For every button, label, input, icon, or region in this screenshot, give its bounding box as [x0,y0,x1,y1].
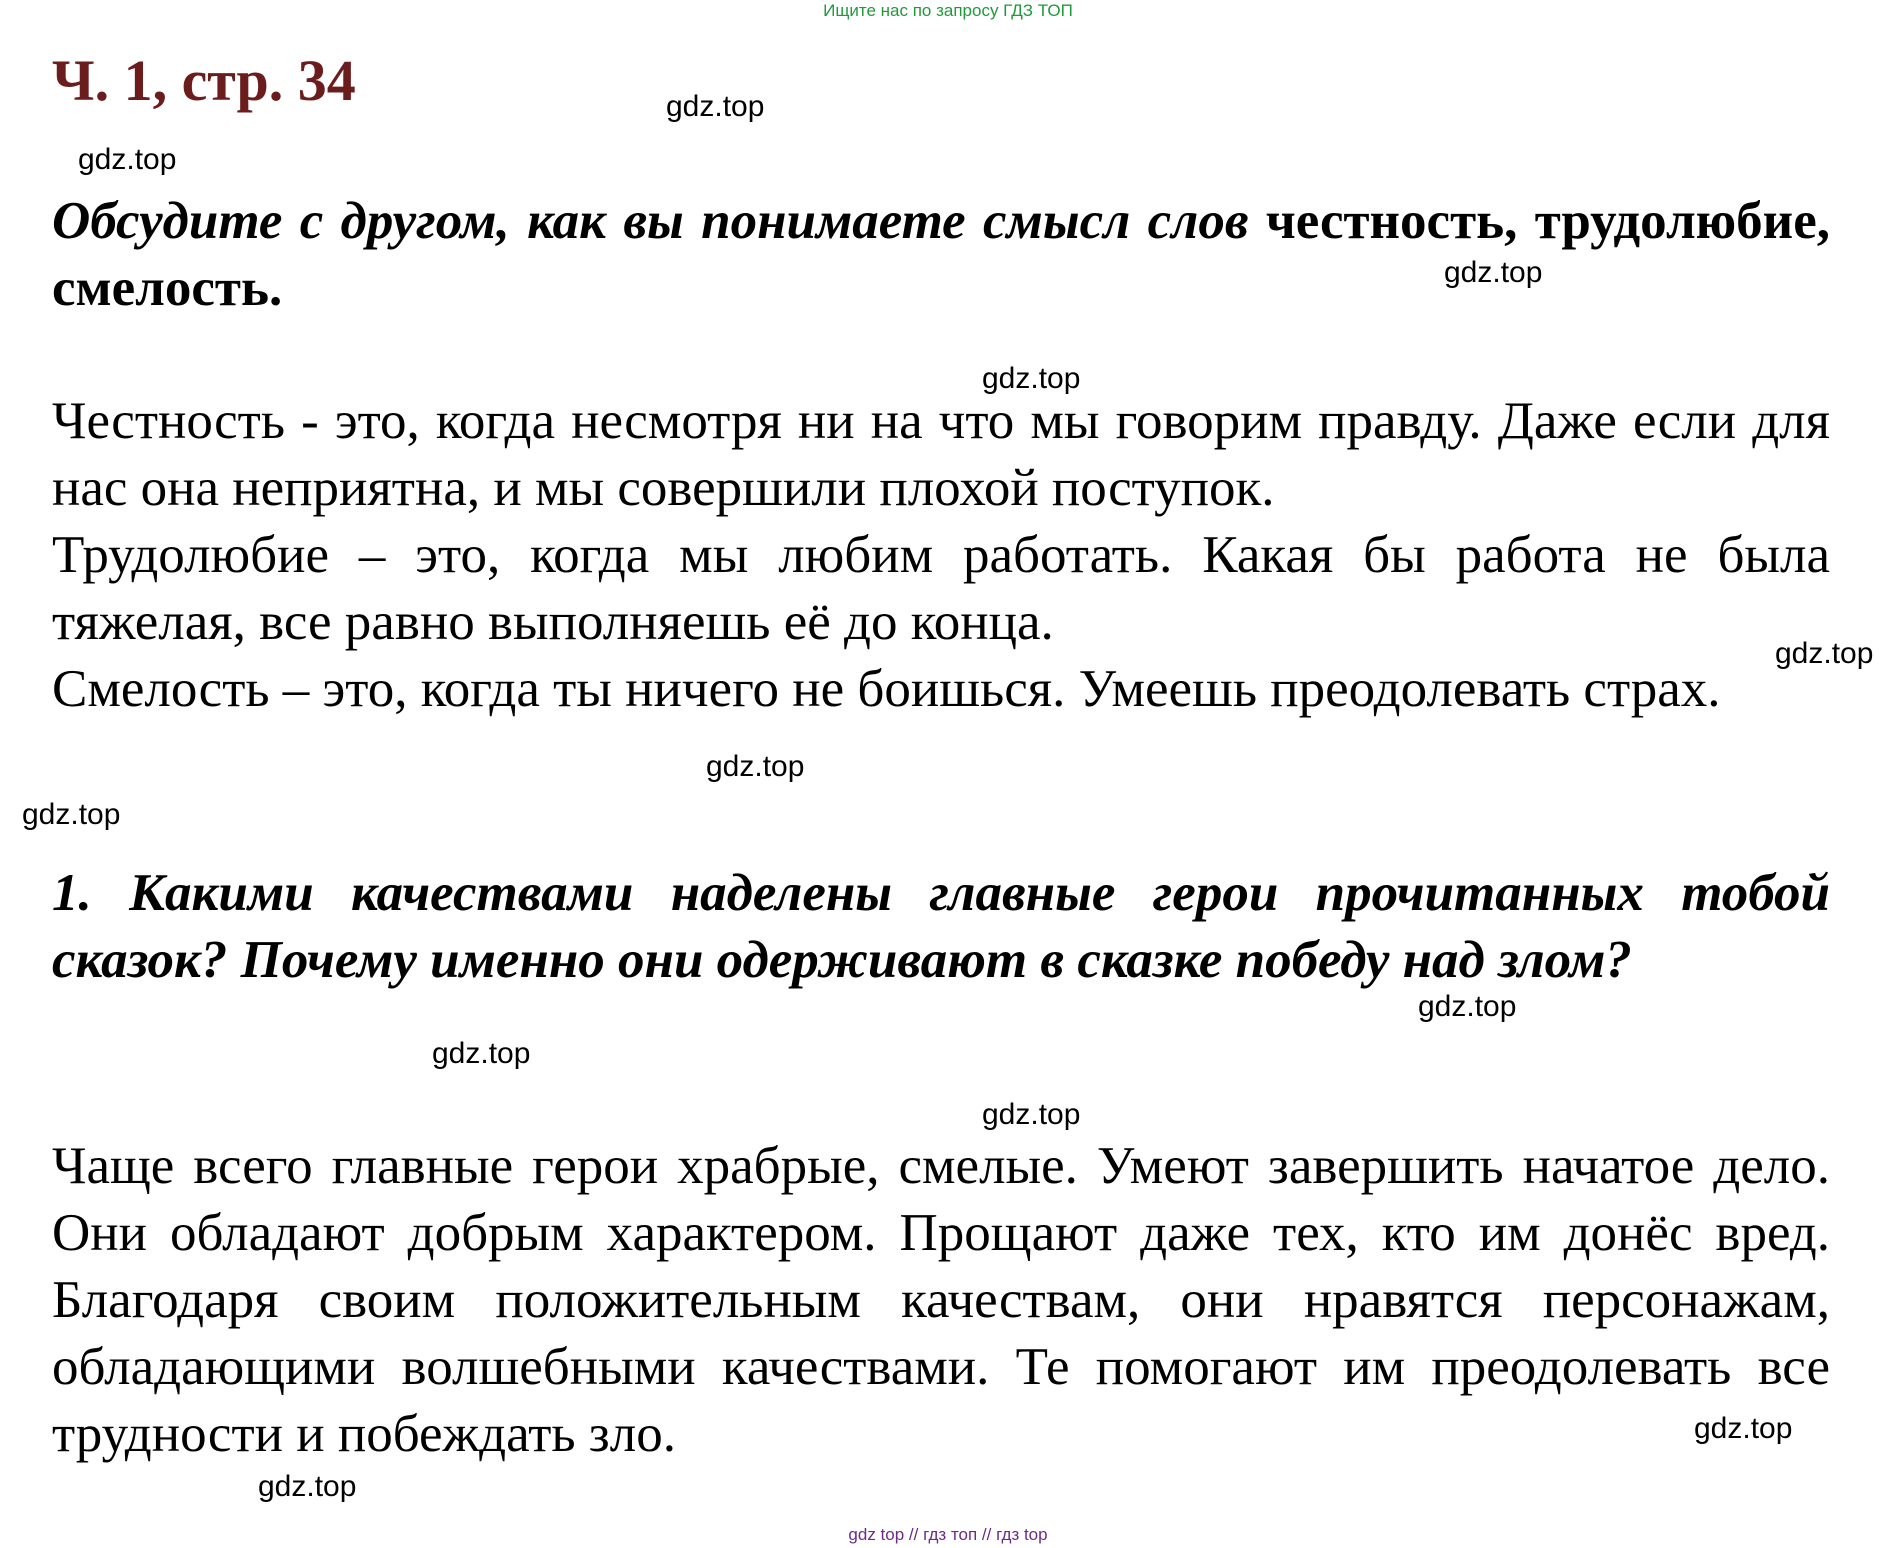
watermark: gdz.top [982,362,1081,395]
top-banner: Ищите нас по запросу ГДЗ ТОП [823,1,1073,20]
watermark: gdz.top [666,90,765,123]
watermark: gdz.top [1775,637,1874,670]
watermark: gdz.top [1444,256,1543,289]
answer-paragraph-diligence: Трудолюбие – это, когда мы любим работать. Какая бы работа не была тяжелая, все равно выполняешь её до конца. [52,526,1830,651]
watermark: gdz.top [1694,1412,1793,1445]
task-1-bold-words: честность, трудолюбие, смелость. [52,192,1830,317]
task-1-answer [52,388,1830,723]
answer-paragraph-heroes: Чаще всего главные герои храбрые, смелые. Умеют завершить начатое дело. Они обладают добрым характером. Прощают даже тех, кто им донёс вред. Благодаря своим положительным качествам, они нравятся персонажам, обладающими волшебными качествами. Те помогают им преодолевать все трудности и побеждать зло. [52,1137,1830,1463]
task-2-answer [52,1133,1830,1468]
page-heading: Ч. 1, стр. 34 [52,48,356,113]
watermark: gdz.top [432,1037,531,1070]
watermark: gdz.top [982,1098,1081,1131]
watermark: gdz.top [1418,990,1517,1023]
watermark: gdz.top [258,1470,357,1503]
answer-paragraph-courage: Смелость – это, когда ты ничего не боишься. Умеешь преодолевать страх. [52,660,1721,718]
task-1-italic-text: Обсудите с другом, как вы понимаете смысл слов [52,192,1249,250]
watermark: gdz.top [706,750,805,783]
task-2-question: 1. Какими качествами наделены главные герои прочитанных тобой сказок? Почему именно они одерживают в сказке победу над злом? [52,864,1830,989]
answer-paragraph-honesty: Честность - это, когда несмотря ни на что мы говорим правду. Даже если для нас она неприятна, и мы совершили плохой поступок. [52,392,1830,517]
bottom-banner: gdz top // гдз топ // гдз top [848,1525,1048,1544]
task-1-question [52,188,1830,322]
watermark: gdz.top [78,143,177,176]
watermark: gdz.top [22,798,121,831]
